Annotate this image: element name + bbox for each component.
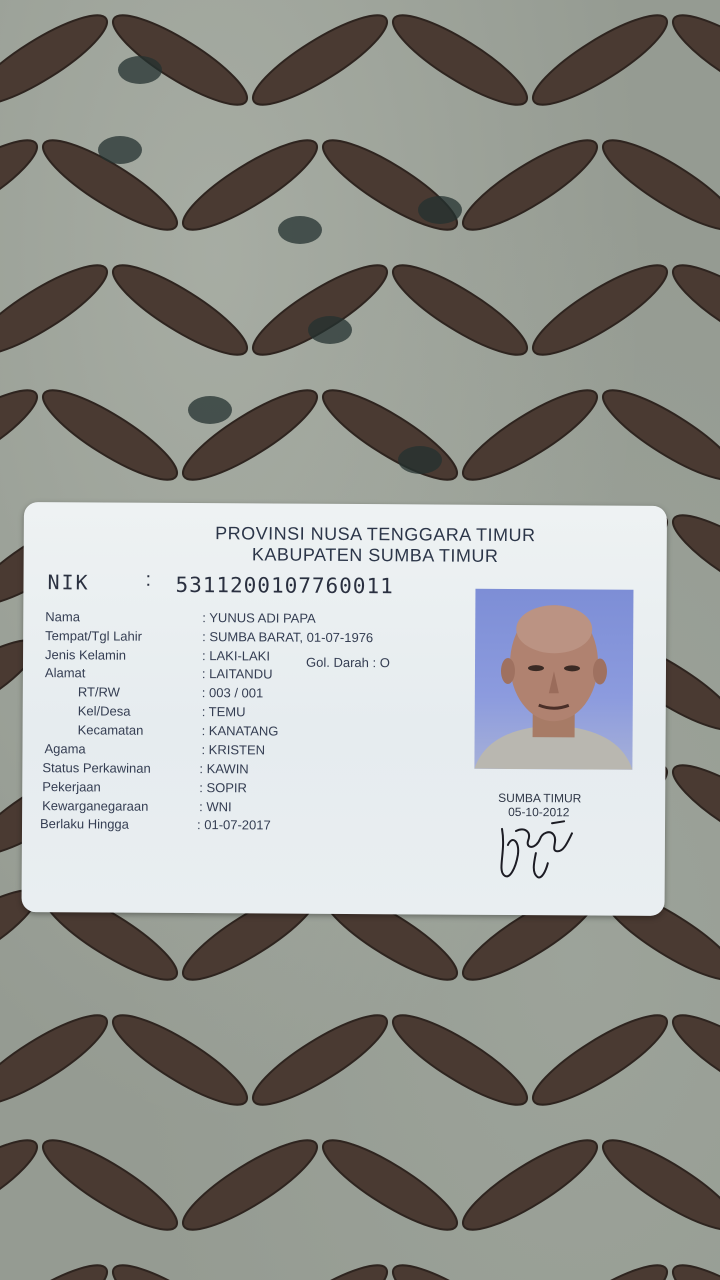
portrait-image: [474, 589, 633, 770]
plate-lug: [313, 127, 466, 244]
plate-lug: [313, 1127, 466, 1244]
field-label: RT/RW: [77, 684, 121, 700]
plate-lug: [243, 1252, 396, 1280]
paint-chip: [98, 136, 142, 164]
plate-lug: [0, 377, 47, 494]
field-label: Status Perkawinan: [42, 760, 151, 776]
plate-lug: [33, 377, 186, 494]
nik-label: NIK: [47, 570, 90, 595]
field-value: : TEMU: [201, 704, 246, 720]
plate-lug: [663, 1252, 720, 1280]
paint-chip: [418, 196, 462, 224]
paint-chip: [278, 216, 322, 244]
card-province: PROVINSI NUSA TENGGARA TIMUR: [215, 523, 536, 546]
plate-lug: [523, 252, 676, 369]
plate-lug: [0, 1002, 117, 1119]
plate-lug: [663, 1002, 720, 1119]
field-label: Pekerjaan: [42, 779, 101, 795]
plate-lug: [663, 752, 720, 869]
plate-lug: [383, 252, 536, 369]
plate-lug: [383, 1252, 536, 1280]
field-value: : 003 / 001: [201, 685, 264, 701]
nik-colon: :: [145, 568, 152, 591]
plate-lug: [0, 1127, 47, 1244]
field-label: Kecamatan: [77, 722, 144, 738]
plate-lug: [0, 127, 47, 244]
plate-lug: [453, 127, 606, 244]
plate-lug: [523, 1252, 676, 1280]
plate-lug: [663, 2, 720, 119]
plate-lug: [593, 377, 720, 494]
plate-lug: [383, 2, 536, 119]
field-label: Jenis Kelamin: [45, 647, 127, 663]
plate-lug: [243, 2, 396, 119]
issue-date: 05-10-2012: [508, 804, 570, 820]
field-value: : SUMBA BARAT, 01-07-1976: [202, 629, 374, 646]
plate-lug: [0, 1252, 117, 1280]
issue-place: SUMBA TIMUR: [498, 790, 582, 806]
signature-icon: [492, 811, 582, 884]
plate-lug: [0, 2, 117, 119]
field-label: Agama: [44, 741, 86, 757]
plate-lug: [453, 1127, 606, 1244]
plate-lug: [103, 1252, 256, 1280]
card-regency: KABUPATEN SUMBA TIMUR: [251, 544, 499, 566]
plate-lug: [663, 502, 720, 619]
field-value: : KANATANG: [201, 723, 279, 739]
plate-lug: [663, 252, 720, 369]
plate-lug: [173, 1127, 326, 1244]
plate-lug: [33, 1127, 186, 1244]
field-value: : KRISTEN: [201, 742, 266, 758]
field-value: : SOPIR: [199, 780, 247, 796]
field-value: : LAITANDU: [201, 666, 273, 682]
plate-lug: [103, 1002, 256, 1119]
plate-lug: [243, 252, 396, 369]
paint-chip: [308, 316, 352, 344]
paint-chip: [188, 396, 232, 424]
paint-chip: [118, 56, 162, 84]
field-label: Nama: [45, 609, 81, 625]
plate-lug: [523, 1002, 676, 1119]
field-value: : 01-07-2017: [196, 817, 271, 833]
field-value: : YUNUS ADI PAPA: [202, 610, 316, 626]
id-card: [21, 502, 666, 916]
field-label: Kewarganegaraan: [42, 798, 149, 814]
plate-lug: [593, 1127, 720, 1244]
field-label: Berlaku Hingga: [39, 816, 129, 832]
plate-lug: [383, 1002, 536, 1119]
plate-lug: [173, 377, 326, 494]
field-value: : WNI: [199, 799, 232, 815]
plate-lug: [103, 252, 256, 369]
plate-lug: [593, 127, 720, 244]
field-label: Alamat: [44, 665, 86, 681]
plate-lug: [453, 377, 606, 494]
plate-lug: [0, 252, 117, 369]
holder-photo: [474, 589, 633, 770]
field-label: Kel/Desa: [77, 703, 131, 719]
blood-type-text: Gol. Darah : O: [305, 654, 390, 671]
nik-value: 5311200107760011: [175, 572, 394, 599]
plate-lug: [243, 1002, 396, 1119]
blood-type: [306, 655, 390, 671]
paint-chip: [398, 446, 442, 474]
plate-lug: [313, 377, 466, 494]
field-value: : LAKI-LAKI: [202, 648, 271, 664]
plate-lug: [523, 2, 676, 119]
field-value: : KAWIN: [199, 761, 249, 777]
field-label: Tempat/Tgl Lahir: [45, 628, 143, 644]
